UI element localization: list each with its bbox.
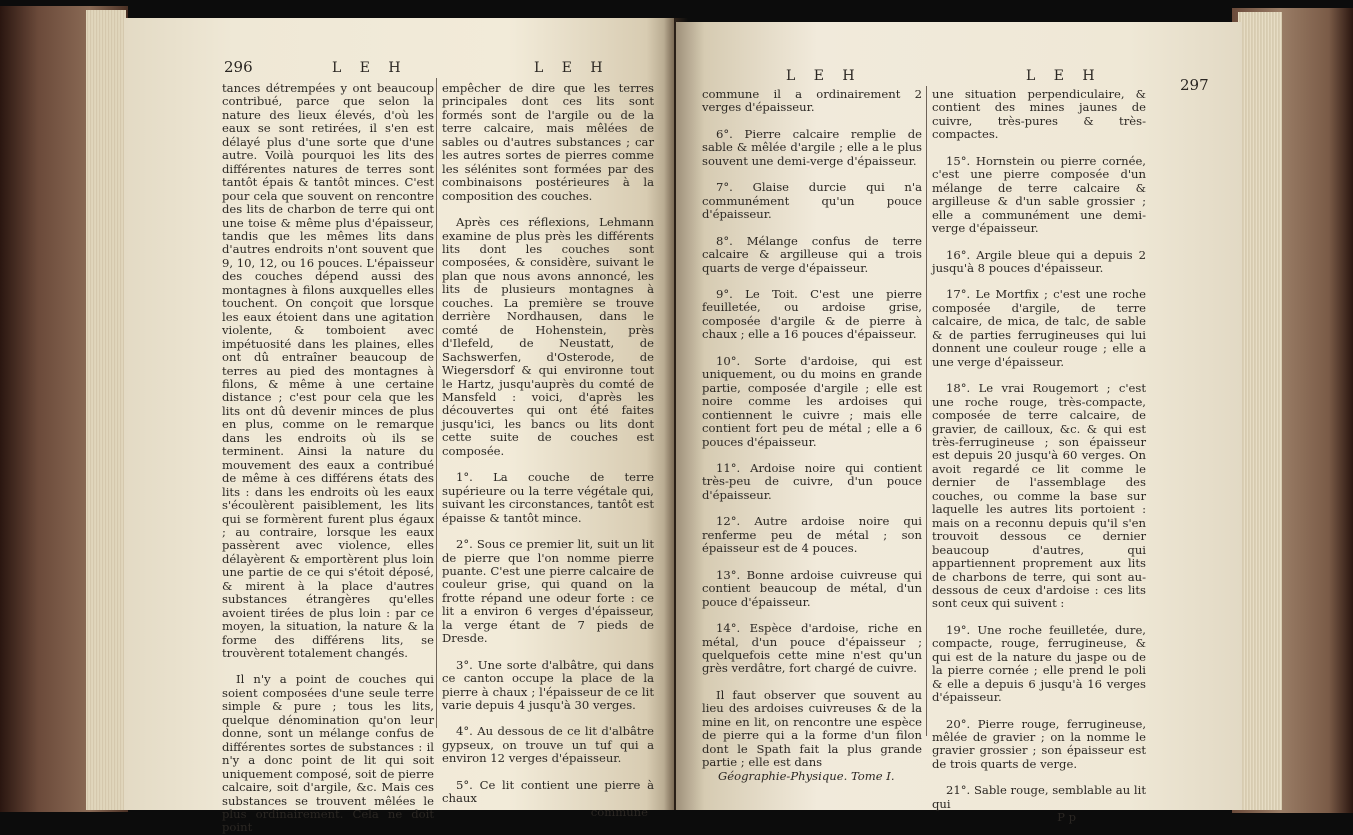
running-head: L E H	[1026, 68, 1102, 84]
paragraph: 4°. Au dessous de ce lit d'albâtre gypseux, on trouve un tuf qui a environ 12 verges d'épaisseur.	[442, 724, 654, 766]
paragraph: 5°. Ce lit contient une pierre à chaux	[442, 777, 654, 806]
paragraph: 3°. Une sorte d'albâtre, qui dans ce canton occupe la place de la pierre à chaux ; l'épaisseur de ce lit varie depuis 4 jusqu'à 30 verges.	[442, 657, 654, 713]
column-rule	[926, 86, 927, 736]
paragraph: 18°. Le vrai Rougemort ; c'est une roche rouge, très-compacte, composée de terre calcaire, de gravier, de cailloux, &c. & qui est très-ferrugineuse ; son épaisseur est depuis 20 jusqu'à 60 verges. On avoit regardé ce lit comme le dernier de l'assemblage des couches, ou comme la base sur laquelle les autres lits portoient : mais on a reconnu depuis qu'il s'en trouvoit dessous ce dernier beaucoup d'autres, qui appartiennent proprement aux lits de charbons de terre, qui sont au-dessous de ceux d'ardoise : ces lits sont ceux qui suivent :	[932, 381, 1146, 611]
paragraph: tances détrempées y ont beaucoup contribué, parce que selon la nature des lieux élevés, d'où les eaux se sont retirées, il s'en est délayé plus d'une sorte que d'une autre. Voilà pourquoi les lits des différentes natures de terres sont tantôt épais & tantôt minces. C'est pour cela que souvent on rencontre des lits de charbon de terre qui ont une toise & même plus d'épaisseur, tandis que les mêmes lits dans d'autres endroits n'ont souvent que 9, 10, 12, ou 16 pouces. L'épaisseur des couches dépend aussi des montagnes à filons auxquelles elles touchent. On conçoit que lorsque les eaux étoient dans une agitation violente, & tomboient avec impétuosité dans les plaines, elles ont dû entraîner beaucoup de terres au pied des montagnes à filons, & même à une certaine distance ; c'est pour cela que les lits ont dû devenir minces de plus en plus, comme on le remarque dans les endroits où ils se terminent. Ainsi la nature du mouvement des eaux a contribué de même à ces différens états des lits : dans les endroits où les eaux s'écoulèrent paisiblement, les lits qui se formèrent furent plus égaux ; au contraire, lorsque les eaux passèrent avec violence, elles délayèrent & emportèrent plus loin une partie de ce qui s'étoit déposé, & mirent à la place d'autres substances étrangères qu'elles avoient tirées de plus loin : par ce moyen, la situation, la nature & la forme des différens lits, se trouvèrent totalement changés.	[222, 81, 434, 661]
running-head: L E H	[332, 60, 408, 76]
paragraph: 14°. Espèce d'ardoise, riche en métal, d'un pouce d'épaisseur ; quelquefois cette mine n'est qu'un grès verdâtre, fort chargé de cuivre.	[702, 621, 922, 676]
paragraph: 8°. Mélange confus de terre calcaire & argilleuse qui a trois quarts de verge d'épaisseur.	[702, 233, 922, 275]
page-edges-left	[86, 10, 126, 810]
paragraph: 2°. Sous ce premier lit, suit un lit de pierre que l'on nomme pierre puante. C'est une pierre calcaire de couleur grise, qui quand on la frotte répand une odeur forte : ce lit a environ 6 verges d'épaisseur, la verge étant de 7 pieds de Dresde.	[442, 537, 654, 646]
paragraph: Après ces réflexions, Lehmann examine de plus près les différents lits dont les couches sont composées, & considère, suivant le plan que nous avons annoncé, les lits de plusieurs montagnes à couches. La première se trouve derrière Nordhausen, dans le comté de Hohenstein, près d'Ilefeld, de Neustatt, de Sachswerfen, d'Osterode, de Wiegersdorf & qui environne tout le Hartz, jusqu'auprès du comté de Mansfeld : voici, d'après les découvertes qui ont été faites jusqu'ici, les bancs ou lits dont cette suite de couches est composée.	[442, 215, 654, 458]
paragraph: 13°. Bonne ardoise cuivreuse qui contient beaucoup de métal, d'un pouce d'épaisseur.	[702, 567, 922, 609]
signature-mark: P p	[1057, 810, 1076, 825]
paragraph: 1°. La couche de terre supérieure ou la terre végétale qui, suivant les circonstances, tantôt est épaisse & tantôt mince.	[442, 470, 654, 525]
paragraph: 17°. Le Mortfix ; c'est une roche composée d'argile, de terre calcaire, de mica, de talc, de sable & de parties ferrugineuses qui lui donnent une couleur rouge ; elle a une verge d'épaisseur.	[932, 287, 1146, 369]
footer-title: Géographie-Physique. Tome I.	[718, 768, 895, 783]
paragraph: 16°. Argile bleue qui a depuis 2 jusqu'à 8 pouces d'épaisseur.	[932, 247, 1146, 275]
paragraph: 15°. Hornstein ou pierre cornée, c'est une pierre composée d'un mélange de terre calcaire & argilleuse & d'un sable grossier ; elle a communément une demi-verge d'épaisseur.	[932, 153, 1146, 236]
paragraph: Il n'y a point de couches qui soient composées d'une seule terre simple & pure ; tous les lits, quelque dénomination qu'on leur donne, sont un mélange confus de différentes sortes de substances : il n'y a donc point de lit qui soit uniquement composé, soit de pierre calcaire, soit d'argile, &c. Mais ces substances se trouvent mêlées le plus ordinairement. Cela ne doit point	[222, 672, 434, 835]
paragraph: 11°. Ardoise noire qui contient très-peu de cuivre, d'un pouce d'épaisseur.	[702, 460, 922, 502]
paragraph: 19°. Une roche feuilletée, dure, compacte, rouge, ferrugineuse, & qui est de la nature du jaspe ou de la pierre cornée ; elle prend le poli & elle a depuis 6 jusqu'à 16 verges d'épaisseur.	[932, 622, 1146, 705]
text-column-2	[932, 88, 1146, 825]
text-column-2	[442, 82, 654, 819]
paragraph: 12°. Autre ardoise noire qui renferme peu de métal ; son épaisseur est de 4 pouces.	[702, 514, 922, 556]
catchword: commune	[590, 804, 648, 819]
running-head: L E H	[534, 60, 610, 76]
paragraph: 9°. Le Toit. C'est une pierre feuilletée, ou ardoise grise, composée d'argile & de pierre à chaux ; elle a 16 pouces d'épaisseur.	[702, 286, 922, 342]
paragraph: 21°. Sable rouge, semblable au lit qui	[932, 783, 1146, 811]
page-edges-right	[1238, 12, 1282, 810]
paragraph: 20°. Pierre rouge, ferrugineuse, mêlée de gravier ; on la nomme le gravier grossier ; son épaisseur est de trois quarts de verge.	[932, 716, 1146, 771]
paragraph: empêcher de dire que les terres principales dont ces lits sont formés sont de l'argile ou de la terre calcaire, mais mêlées de sables ou d'autres substances ; car les autres sortes de pierres comme les sélénites sont formées par des combinaisons postérieures à la composition des couches.	[442, 81, 654, 203]
paragraph: 7°. Glaise durcie qui n'a communément qu'un pouce d'épaisseur.	[702, 180, 922, 222]
page-number: 296	[224, 58, 253, 76]
paragraph: 6°. Pierre calcaire remplie de sable & mêlée d'argile ; elle a le plus souvent une demi-verge d'épaisseur.	[702, 126, 922, 168]
column-rule	[436, 78, 437, 728]
paragraph: une situation perpendiculaire, & contient des mines jaunes de cuivre, très-pures & très-compactes.	[932, 87, 1146, 142]
right-page	[676, 22, 1242, 825]
text-column-1	[702, 88, 922, 783]
running-head: L E H	[786, 68, 862, 84]
paragraph: commune il a ordinairement 2 verges d'épaisseur.	[702, 87, 922, 115]
page-number: 297	[1180, 76, 1209, 94]
left-page	[124, 18, 674, 835]
text-column-1	[222, 82, 434, 835]
paragraph: 10°. Sorte d'ardoise, qui est uniquement, ou du moins en grande partie, composée d'argile ; elle est noire comme les ardoises qui contiennent le cuivre ; mais elle contient fort peu de métal ; elle a 6 pouces d'épaisseur.	[702, 353, 922, 449]
paragraph: Il faut observer que souvent au lieu des ardoises cuivreuses & de la mine en lit, on rencontre une espèce de pierre qui a la forme d'un filon dont le Spath fait la plus grande partie ; elle est dans	[702, 687, 922, 770]
